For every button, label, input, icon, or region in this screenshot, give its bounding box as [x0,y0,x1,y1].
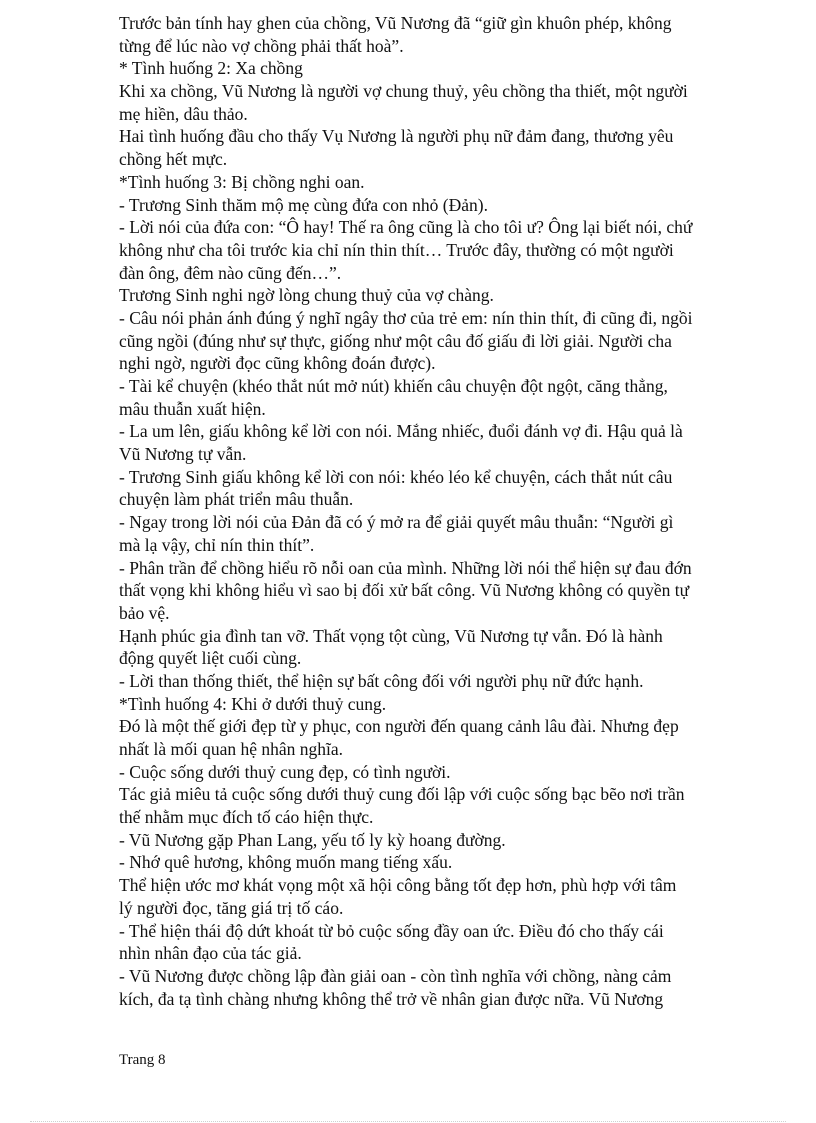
text-line: - Tài kể chuyện (khéo thắt nút mở nút) khiến câu chuyện đột ngột, căng thẳng, [119,376,668,396]
text-line: thất vọng khi không hiểu vì sao bị đối xử bất công. Vũ Nương không có quyền tự [119,580,690,601]
text-line: - La um lên, giấu không kể lời con nói. Mắng nhiếc, đuổi đánh vợ đi. Hậu quả là [119,421,683,442]
text-line: kích, đa tạ tình chàng nhưng không thể trở về nhân gian được nữa. Vũ Nương [119,988,664,1009]
page-bottom-divider [30,1121,786,1122]
text-line: Vũ Nương tự vẫn. [119,444,247,465]
text-line: Thể hiện ước mơ khát vọng một xã hội công bằng tốt đẹp hơn, phù hợp với tâm [119,875,677,896]
text-line: mâu thuẫn xuất hiện. [119,398,266,419]
text-line: - Cuộc sống dưới thuỷ cung đẹp, có tình người. [119,761,451,782]
text-line: đàn ông, đêm nào cũng đến…”. [119,262,342,283]
text-line: mẹ hiền, dâu thảo. [119,103,248,124]
text-line: cũng ngồi (đúng như sự thực, giống như một câu đố giấu đi lời giải. Người cha [119,330,672,351]
text-line: thế nhằm mục đích tố cáo hiện thực. [119,807,374,828]
text-line: - Vũ Nương được chồng lập đàn giải oan - còn tình nghĩa với chồng, nàng cảm [119,965,672,986]
text-line: * Tình huống 2: Xa chồng [119,58,303,79]
text-line: động quyết liệt cuối cùng. [119,648,302,669]
text-line: Hạnh phúc gia đình tan vỡ. Thất vọng tột cùng, Vũ Nương tự vẫn. Đó là hành [119,625,663,646]
text-line: Trương Sinh nghi ngờ lòng chung thuỷ của vợ chàng. [119,285,494,306]
text-line: *Tình huống 4: Khi ở dưới thuỷ cung. [119,693,387,714]
text-line: từng để lúc nào vợ chồng phải thất hoà”. [119,35,404,56]
text-line: - Nhớ quê hương, không muốn mang tiếng xấu. [119,852,453,873]
text-line: chồng hết mực. [119,149,228,170]
text-line: Tác giả miêu tả cuộc sống dưới thuỷ cung đối lập với cuộc sống bạc bẽo nơi trần [119,784,685,805]
text-line: Khi xa chồng, Vũ Nương là người vợ chung thuỷ, yêu chồng tha thiết, một người [119,81,688,102]
text-line: - Ngay trong lời nói của Đản đã có ý mở ra để giải quyết mâu thuẫn: “Người gì [119,512,674,533]
text-line: - Vũ Nương gặp Phan Lang, yếu tố ly kỳ hoang đường. [119,829,506,850]
text-line: - Lời than thống thiết, thể hiện sự bất công đối với người phụ nữ đức hạnh. [119,670,644,691]
text-line: nhất là mối quan hệ nhân nghĩa. [119,739,344,759]
text-line: - Câu nói phản ánh đúng ý nghĩ ngây thơ của trẻ em: nín thin thít, đi cũng đi, ngồi [119,307,693,328]
text-line: - Trương Sinh giấu không kể lời con nói: khéo léo kể chuyện, cách thắt nút câu [119,466,673,487]
text-line: Hai tình huống đầu cho thấy Vụ Nương là người phụ nữ đảm đang, thương yêu [119,126,674,147]
text-line: *Tình huống 3: Bị chồng nghi oan. [119,171,365,192]
text-line: lý người đọc, tăng giá trị tố cáo. [119,897,344,918]
text-line: chuyện làm phát triển mâu thuẫn. [119,489,354,510]
text-line: nghi ngờ, người đọc cũng không đoán được). [119,353,436,374]
text-line: - Thể hiện thái độ dứt khoát từ bỏ cuộc sống đầy oan ức. Điều đó cho thấy cái [119,920,664,941]
text-line: - Lời nói của đứa con: “Ô hay! Thế ra ông cũng là cho tôi ư? Ông lại biết nói, chứ [119,217,693,238]
text-line: Trước bản tính hay ghen của chồng, Vũ Nương đã “giữ gìn khuôn phép, không [119,13,672,33]
text-line: mà lạ vậy, chỉ nín thin thít”. [119,534,315,555]
body-text [119,12,739,1010]
text-line: - Trương Sinh thăm mộ mẹ cùng đứa con nhỏ (Đản). [119,194,488,215]
text-line: - Phân trần để chồng hiểu rõ nỗi oan của mình. Những lời nói thể hiện sự đau đớn [119,557,692,578]
text-line: Đó là một thế giới đẹp từ y phục, con người đến quang cảnh lâu đài. Nhưng đẹp [119,716,679,737]
page-number-footer: Trang 8 [119,1052,166,1068]
text-line: bảo vệ. [119,602,170,623]
text-line: không như cha tôi trước kia chỉ nín thin thít… Trước đây, thường có một người [119,239,674,260]
text-line: nhìn nhân đạo của tác giả. [119,943,302,964]
